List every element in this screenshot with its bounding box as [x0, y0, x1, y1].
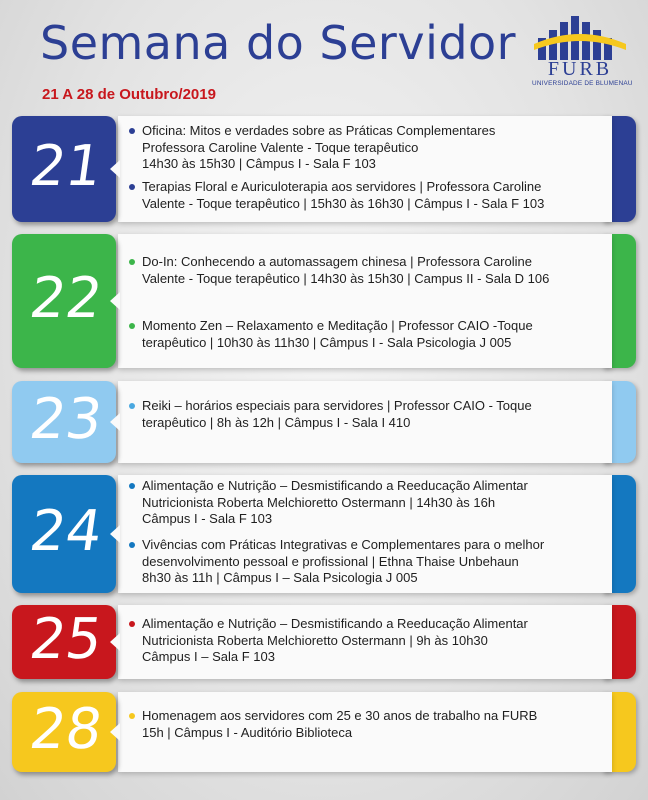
- day-24-entry-2: Vivências com Práticas Integrativas e Complementares para o melhor desenvolvimento pessoal e profissional | Ethna Thaise Unbehaun 8h30 às 11h | Câmpus I – Sala Psicologia J 005: [142, 537, 596, 587]
- day-21-entry-1: Oficina: Mitos e verdades sobre as Práticas Complementares Professora Caroline Valente - Toque terapêutico 14h30 às 15h30 | Câmpus I - Sala F 103: [142, 123, 596, 173]
- day-22-entry-1: Do-In: Conhecendo a automassagem chinesa | Professora Caroline Valente - Toque terapêutico | 14h30 às 15h30 | Campus II - Sala D 106: [142, 254, 596, 287]
- day-24-entry-1: Alimentação e Nutrição – Desmistificando a Reeducação Alimentar Nutricionista Roberta Melchioretto Ostermann | 14h30 às 16h Câmpus I - Sala F 103: [142, 478, 596, 528]
- day-28-number: 28: [25, 697, 107, 762]
- day-card-23: [12, 381, 636, 463]
- day-21-number: 21: [25, 134, 107, 199]
- day-25-entry-1: Alimentação e Nutrição – Desmistificando a Reeducação Alimentar Nutricionista Roberta Melchioretto Ostermann | 9h às 10h30 Câmpus I – Sala F 103: [142, 616, 596, 666]
- bullet-icon: [129, 542, 135, 548]
- logo-subtitle: UNIVERSIDADE DE BLUMENAU: [532, 80, 633, 87]
- event-dates: 21 A 28 de Outubro/2019: [42, 86, 216, 103]
- day-card-28: [12, 692, 636, 772]
- bullet-icon: [129, 184, 135, 190]
- bullet-icon: [129, 713, 135, 719]
- bullet-icon: [129, 323, 135, 329]
- day-25-number: 25: [25, 607, 107, 672]
- day-22-number: 22: [25, 266, 107, 331]
- page-title: Semana do Servidor: [40, 16, 517, 70]
- day-card-24: [12, 475, 636, 593]
- bullet-icon: [129, 621, 135, 627]
- bullet-icon: [129, 128, 135, 134]
- day-card-22: [12, 234, 636, 368]
- bullet-icon: [129, 259, 135, 265]
- bullet-icon: [129, 483, 135, 489]
- furb-logo-icon: [532, 14, 628, 60]
- day-24-number: 24: [25, 499, 107, 564]
- day-28-entry-1: Homenagem aos servidores com 25 e 30 anos de trabalho na FURB 15h | Câmpus I - Auditório Biblioteca: [142, 708, 596, 741]
- day-card-21: [12, 116, 636, 222]
- day-23-entry-1: Reiki – horários especiais para servidores | Professor CAIO - Toque terapêutico | 8h às 12h | Câmpus I - Sala I 410: [142, 398, 596, 431]
- day-card-25: [12, 605, 636, 679]
- day-23-number: 23: [25, 387, 107, 452]
- day-21-entry-2: Terapias Floral e Auriculoterapia aos servidores | Professora Caroline Valente - Toque terapêutico | 15h30 às 16h30 | Câmpus I - Sala F 103: [142, 179, 596, 212]
- bullet-icon: [129, 403, 135, 409]
- day-22-entry-2: Momento Zen – Relaxamento e Meditação | Professor CAIO -Toque terapêutico | 10h30 às 11h30 | Câmpus I - Sala Psicologia J 005: [142, 318, 596, 351]
- furb-logo: [532, 14, 633, 94]
- logo-name: FURB: [547, 58, 613, 80]
